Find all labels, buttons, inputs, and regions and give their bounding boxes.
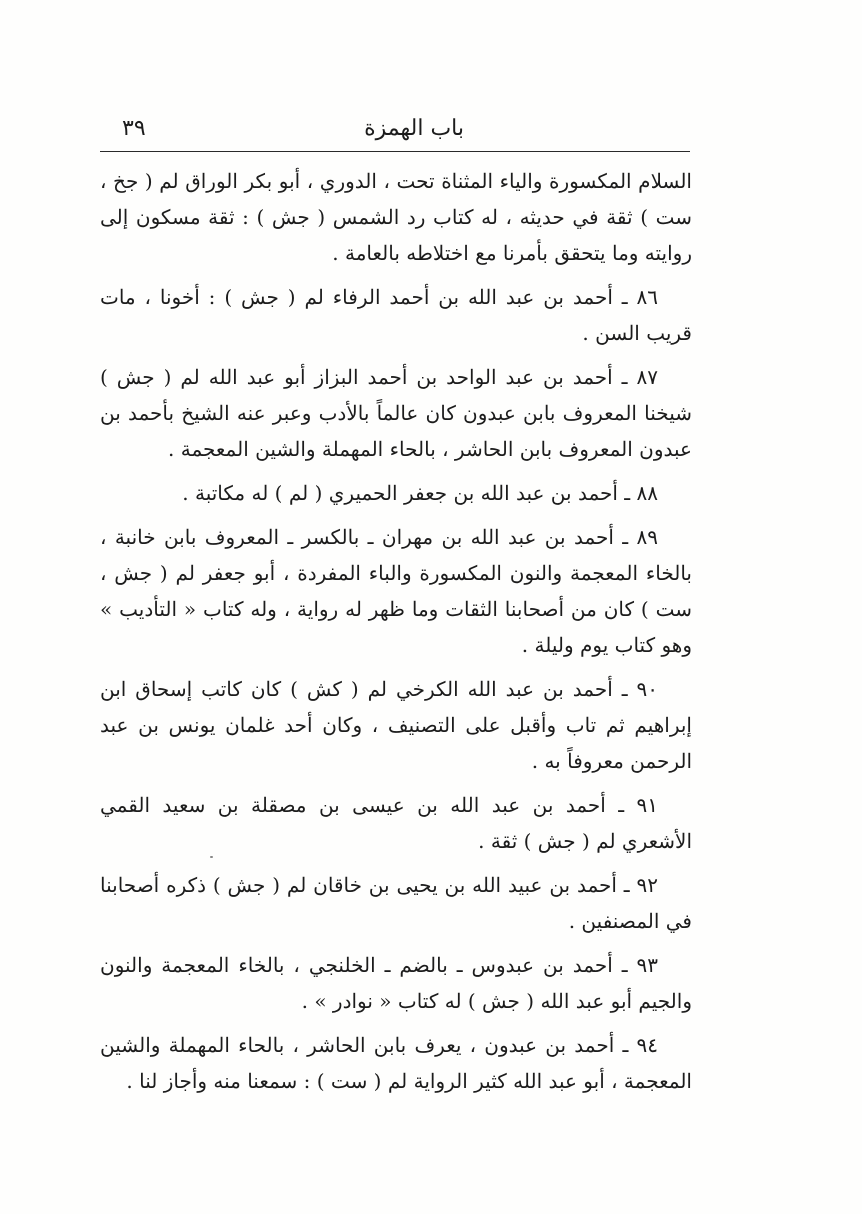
chapter-title: باب الهمزة [364, 116, 464, 141]
paragraph-continuation: السلام المكسورة والياء المثناة تحت ، الدوري ، أبو بكر الوراق لم ( جخ ، ست ) ثقة في حديثه ، له كتاب رد الشمس ( جش ) : ثقة مسكون إلى روايته وما يتحقق بأمرنا مع اختلاطه بالعامة . [100, 169, 692, 265]
entry-90: ٩٠ ـ أحمد بن عبد الله الكرخي لم ( كش ) كان كاتب إسحاق ابن إبراهيم ثم تاب وأقبل على التصنيف ، وكان أحد غلمان يونس بن عبد الرحمن معروفاً به . [100, 677, 692, 773]
scan-speck [210, 856, 213, 858]
entry-86: ٨٦ ـ أحمد بن عبد الله بن أحمد الرفاء لم ( جش ) : أخونا ، مات قريب السن . [100, 285, 692, 345]
page-body [100, 163, 692, 1099]
entry-94: ٩٤ ـ أحمد بن عبدون ، يعرف بابن الحاشر ، بالحاء المهملة والشين المعجمة ، أبو عبد الله كثير الرواية لم ( ست ) : سمعنا منه وأجاز لنا . [100, 1033, 692, 1093]
entry-88: ٨٨ ـ أحمد بن عبد الله بن جعفر الحميري ( لم ) له مكاتبة . [182, 481, 658, 505]
header-rule [100, 151, 690, 152]
entry-87: ٨٧ ـ أحمد بن عبد الواحد بن أحمد البزاز أبو عبد الله لم ( جش ) شيخنا المعروف بابن عبدون كان عالماً بالأدب وعبر عنه الشيخ بأحمد بن عبدون المعروف بابن الحاشر ، بالحاء المهملة والشين المعجمة . [100, 365, 692, 461]
page-header [100, 112, 690, 152]
entry-92: ٩٢ ـ أحمد بن عبيد الله بن يحيى بن خاقان لم ( جش ) ذكره أصحابنا في المصنفين . [100, 873, 692, 933]
entry-93: ٩٣ ـ أحمد بن عبدوس ـ بالضم ـ الخلنجي ، بالخاء المعجمة والنون والجيم أبو عبد الله ( جش ) له كتاب « نوادر » . [100, 953, 692, 1013]
entry-91: ٩١ ـ أحمد بن عبد الله بن عيسى بن مصقلة بن سعيد القمي الأشعري لم ( جش ) ثقة . [100, 793, 692, 853]
entry-89: ٨٩ ـ أحمد بن عبد الله بن مهران ـ بالكسر ـ المعروف بابن خانبة ، بالخاء المعجمة والنون المكسورة والباء المفردة ، أبو جعفر لم ( جش ، ست ) كان من أصحابنا الثقات وما ظهر له رواية ، وله كتاب « التأديب » وهو كتاب يوم وليلة . [100, 525, 692, 657]
page-number: ٣٩ [122, 116, 146, 141]
